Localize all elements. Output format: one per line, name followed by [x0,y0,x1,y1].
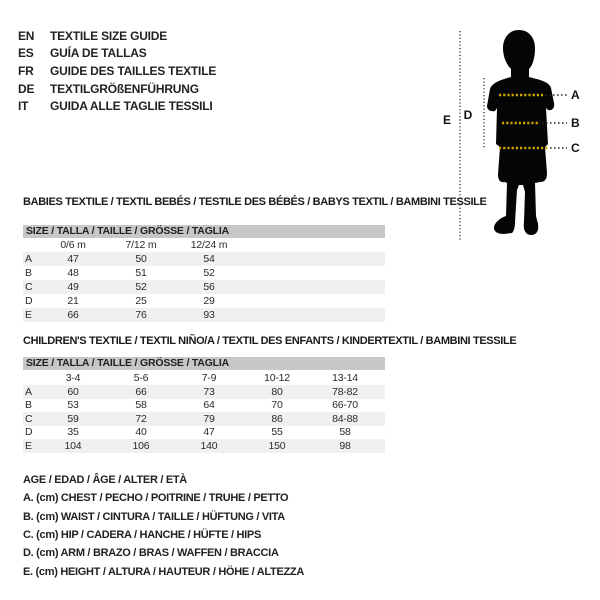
legend-age-line: AGE / EDAD / ÂGE / ALTER / ETÀ [23,474,187,487]
marker-b-label: B [571,116,580,130]
row-label: C [25,281,33,293]
row-label: E [25,439,32,452]
row-label: A [25,253,32,265]
cell: 106 [132,439,150,452]
cell: 76 [135,309,147,321]
lang-row-de [18,80,216,98]
lang-row-it [18,97,216,115]
cell: 78-82 [332,385,358,398]
cell: 79 [203,412,215,425]
marker-d-label: D [463,108,473,122]
cell: 50 [135,253,147,265]
cell: 35 [67,426,79,439]
cell: 64 [203,399,215,412]
babies-col-0-6m: 0/6 m [60,239,86,251]
cell: 29 [203,295,215,307]
cell: 47 [203,426,215,439]
cell: 56 [203,281,215,293]
children-row-c [23,412,385,426]
cell: 52 [203,267,215,279]
row-label: B [25,267,32,279]
legend-chest-line: A. (cm) CHEST / PECHO / POITRINE / TRUHE / PETTO [23,492,289,505]
lang-label: GUIDA ALLE TAGLIE TESSILI [50,99,213,114]
cell: 70 [271,399,283,412]
row-label: C [25,412,33,425]
babies-row-e [23,308,385,322]
cell: 49 [67,281,79,293]
children-col-10-12: 10-12 [264,372,290,384]
cell: 55 [271,426,283,439]
cell: 66 [135,385,147,398]
row-label: A [25,385,32,398]
lang-label: GUIDE DES TAILLES TEXTILE [50,63,217,78]
cell: 25 [135,295,147,307]
cell: 72 [135,412,147,425]
babies-size-header-bar: SIZE / TALLA / TAILLE / GRÖSSE / TAGLIA [23,225,385,238]
cell: 104 [64,439,82,452]
babies-column-header-row [23,238,385,252]
lang-code: EN [18,28,35,43]
child-silhouette [487,30,554,235]
cell: 80 [271,385,283,398]
cell: 60 [67,385,79,398]
row-label: E [25,309,32,321]
language-list [18,27,216,115]
legend-arm-line: D. (cm) ARM / BRAZO / BRAS / WAFFEN / BRACCIA [23,547,279,560]
lang-code: IT [18,99,29,114]
babies-row-a [23,252,385,266]
cell: 47 [67,253,79,265]
marker-a-label: A [571,88,580,102]
babies-col-7-12m: 7/12 m [125,239,157,251]
cell: 66-70 [332,399,358,412]
babies-section-title: BABIES TEXTILE / TEXTIL BEBÉS / TESTILE DES BÉBÉS / BABYS TEXTIL / BAMBINI TESSILE [23,196,487,208]
children-col-7-9: 7-9 [201,372,217,384]
children-col-13-14: 13-14 [332,372,358,384]
children-row-a [23,385,385,399]
cell: 58 [339,426,351,439]
lang-code: DE [18,81,35,96]
cell: 59 [67,412,79,425]
children-col-3-4: 3-4 [65,372,81,384]
lang-code: ES [18,46,34,61]
cell: 58 [135,399,147,412]
cell: 73 [203,385,215,398]
cell: 66 [67,309,79,321]
cell: 48 [67,267,79,279]
cell: 98 [339,439,351,452]
cell: 21 [67,295,79,307]
marker-c-label: C [571,141,580,155]
children-column-header-row [23,371,385,385]
lang-row-en [18,27,216,45]
cell: 150 [268,439,286,452]
cell: 52 [135,281,147,293]
row-label: B [25,399,32,412]
row-label: D [25,295,33,307]
legend-hip-line: C. (cm) HIP / CADERA / HANCHE / HÜFTE / HIPS [23,529,261,542]
children-section-title: CHILDREN'S TEXTILE / TEXTIL NIÑO/A / TEXTIL DES ENFANTS / KINDERTEXTIL / BAMBINI TESSILE [23,335,517,347]
children-row-e [23,439,385,453]
legend-waist-line: B. (cm) WAIST / CINTURA / TAILLE / HÜFTUNG / VITA [23,510,285,523]
cell: 53 [67,399,79,412]
lang-label: TEXTILE SIZE GUIDE [50,28,168,43]
child-silhouette-figure [438,22,600,244]
cell: 140 [200,439,218,452]
children-row-d [23,426,385,440]
cell: 40 [135,426,147,439]
lang-label: TEXTILGRÖßENFÜHRUNG [50,81,199,96]
marker-e-label: E [442,113,452,127]
lang-row-es [18,45,216,63]
lang-code: FR [18,63,34,78]
babies-row-d [23,294,385,308]
row-label: D [25,426,33,439]
babies-row-b [23,266,385,280]
lang-row-fr [18,62,216,80]
babies-col-12-24m: 12/24 m [190,239,228,251]
cell: 86 [271,412,283,425]
lang-label: GUÍA DE TALLAS [50,46,147,61]
children-row-b [23,399,385,413]
cell: 54 [203,253,215,265]
legend-height-line: E. (cm) HEIGHT / ALTURA / HAUTEUR / HÖHE / ALTEZZA [23,565,304,578]
children-size-header-bar: SIZE / TALLA / TAILLE / GRÖSSE / TAGLIA [23,357,385,370]
measurement-legend [23,471,304,581]
cell: 84-88 [332,412,358,425]
cell: 93 [203,309,215,321]
children-col-5-6: 5-6 [133,372,149,384]
cell: 51 [135,267,147,279]
babies-row-c [23,280,385,294]
